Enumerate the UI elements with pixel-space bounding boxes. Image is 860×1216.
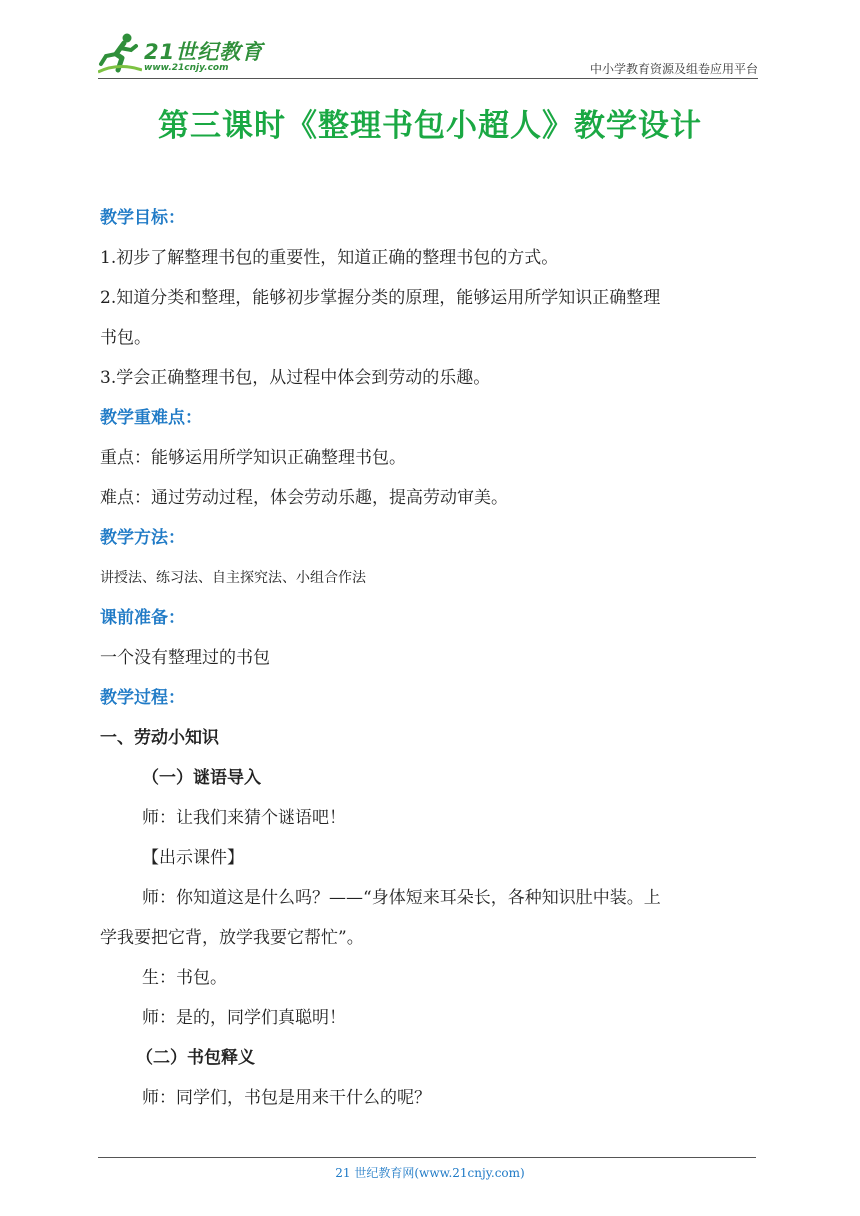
process-heading: 教学过程： xyxy=(100,688,185,708)
methods-heading: 教学方法： xyxy=(100,528,185,548)
dialogue-line-4: 生：书包。 xyxy=(142,968,227,988)
footer-divider xyxy=(98,1157,756,1158)
logo-text: 21世纪教育 xyxy=(144,40,264,64)
key-points-heading: 教学重难点： xyxy=(100,408,202,428)
subsection-2-heading: （二）书包释义 xyxy=(136,1048,255,1068)
page-header xyxy=(98,30,758,80)
runner-logo-icon xyxy=(98,32,142,76)
goal-3: 3.学会正确整理书包，从过程中体会到劳动的乐趣。 xyxy=(100,368,491,388)
goals-heading: 教学目标： xyxy=(100,208,185,228)
dialogue-line-3b: 学我要把它背，放学我要它帮忙”。 xyxy=(100,928,364,948)
goal-2-line-2: 书包。 xyxy=(100,328,151,348)
goal-1: 1.初步了解整理书包的重要性，知道正确的整理书包的方式。 xyxy=(100,248,559,268)
platform-tagline: 中小学教育资源及组卷应用平台 xyxy=(589,62,758,76)
logo-url: www.21cnjy.com xyxy=(144,63,229,73)
document-body xyxy=(100,198,762,1118)
prep-heading: 课前准备： xyxy=(100,608,185,628)
header-divider xyxy=(98,78,758,79)
methods-text: 讲授法、练习法、自主探究法、小组合作法 xyxy=(100,570,366,586)
goal-2-line-1: 2.知道分类和整理，能够初步掌握分类的原理，能够运用所学知识正确整理 xyxy=(100,288,661,308)
part-1-heading: 一、劳动小知识 xyxy=(100,728,219,748)
key-point: 重点：能够运用所学知识正确整理书包。 xyxy=(100,448,406,468)
dialogue-line-3a: 师：你知道这是什么吗？——“身体短来耳朵长，各种知识肚中装。上 xyxy=(142,888,661,908)
page-footer[interactable]: 21 世纪教育网(www.21cnjy.com) xyxy=(335,1166,525,1180)
prep-text: 一个没有整理过的书包 xyxy=(100,648,270,668)
dialogue-line-5: 师：是的，同学们真聪明！ xyxy=(142,1008,346,1028)
difficult-point: 难点：通过劳动过程，体会劳动乐趣，提高劳动审美。 xyxy=(100,488,508,508)
dialogue-line-6: 师：同学们，书包是用来干什么的呢？ xyxy=(142,1088,431,1108)
subsection-1-heading: （一）谜语导入 xyxy=(142,768,261,788)
document-title: 第三课时《整理书包小超人》教学设计 xyxy=(158,108,702,144)
dialogue-line-1: 师：让我们来猜个谜语吧！ xyxy=(142,808,346,828)
dialogue-line-2: 【出示课件】 xyxy=(142,848,244,868)
site-logo[interactable] xyxy=(98,30,268,80)
